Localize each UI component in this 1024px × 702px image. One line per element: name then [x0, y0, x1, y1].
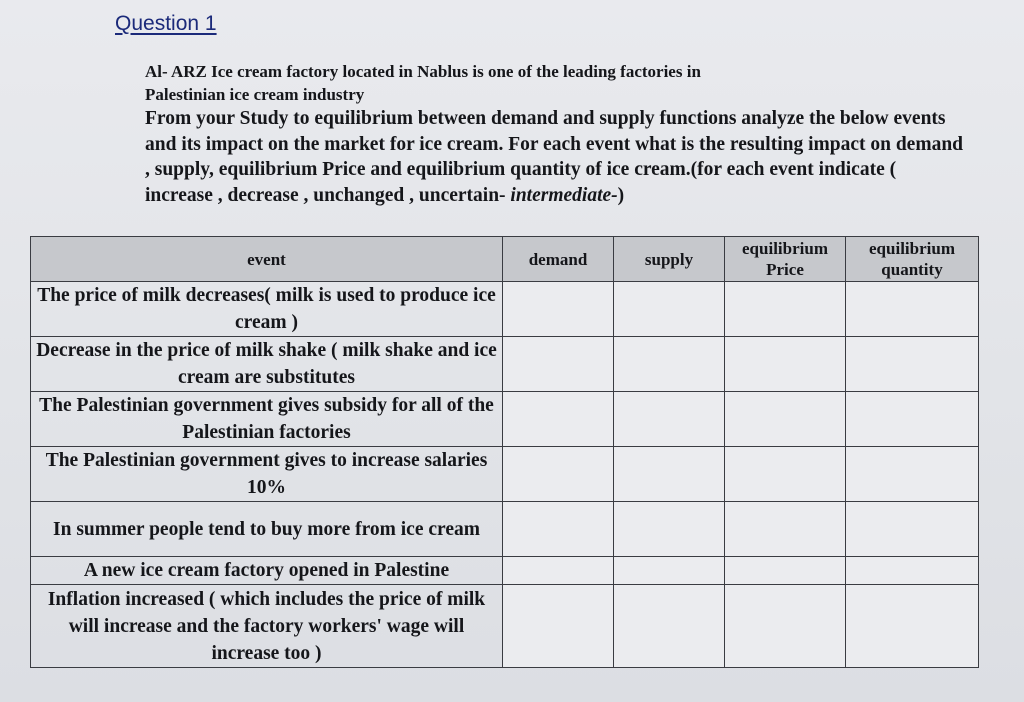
event-cell: The price of milk decreases( milk is used to produce ice cream ): [31, 282, 503, 337]
intro-line-2: Palestinian ice cream industry: [145, 85, 365, 104]
table-row: [31, 447, 979, 502]
event-cell: The Palestinian government gives subsidy for all of the Palestinian factories: [31, 392, 503, 447]
equilibrium-quantity-cell[interactable]: [846, 337, 979, 392]
intro-line-1: Al- ARZ Ice cream factory located in Nablus is one of the leading factories in: [145, 62, 701, 81]
demand-cell[interactable]: [503, 282, 614, 337]
equilibrium-quantity-cell[interactable]: [846, 447, 979, 502]
question-title: Question 1: [115, 12, 217, 35]
equilibrium-price-cell[interactable]: [725, 502, 846, 557]
demand-cell[interactable]: [503, 585, 614, 668]
event-cell: In summer people tend to buy more from ice cream: [31, 502, 503, 557]
header-demand: demand: [503, 237, 614, 282]
event-cell: Inflation increased ( which includes the price of milk will increase and the factory workers' wage will increase too ): [31, 585, 503, 668]
demand-cell[interactable]: [503, 392, 614, 447]
supply-cell[interactable]: [614, 585, 725, 668]
instruction-main: From your Study to equilibrium between demand and supply functions analyze the below events and its impact on the market for ice cream. For each event what is the resulting impact on demand , supply, equilibrium Price and equilibrium quantity of ice cream.(for each event indicate ( increase , decrease , unchanged , uncertain-: [145, 108, 964, 206]
header-equilibrium-quantity: equilibrium quantity: [846, 237, 979, 282]
equilibrium-price-cell[interactable]: [725, 585, 846, 668]
demand-cell[interactable]: [503, 502, 614, 557]
question-intro: [145, 60, 965, 208]
instruction-end: ): [617, 184, 625, 206]
supply-cell[interactable]: [614, 282, 725, 337]
table-row: [31, 337, 979, 392]
header-supply: supply: [614, 237, 725, 282]
equilibrium-price-cell[interactable]: [725, 557, 846, 585]
event-cell: A new ice cream factory opened in Palestine: [31, 557, 503, 585]
equilibrium-price-cell[interactable]: [725, 392, 846, 447]
events-table: [30, 236, 979, 668]
supply-cell[interactable]: [614, 447, 725, 502]
equilibrium-price-cell[interactable]: [725, 337, 846, 392]
demand-cell[interactable]: [503, 337, 614, 392]
equilibrium-quantity-cell[interactable]: [846, 502, 979, 557]
supply-cell[interactable]: [614, 392, 725, 447]
supply-cell[interactable]: [614, 557, 725, 585]
equilibrium-price-cell[interactable]: [725, 447, 846, 502]
instruction-hint: intermediate-: [510, 184, 618, 206]
event-cell: Decrease in the price of milk shake ( milk shake and ice cream are substitutes: [31, 337, 503, 392]
equilibrium-quantity-cell[interactable]: [846, 392, 979, 447]
equilibrium-quantity-cell[interactable]: [846, 282, 979, 337]
supply-cell[interactable]: [614, 502, 725, 557]
instruction-text: [145, 106, 965, 208]
header-event: event: [31, 237, 503, 282]
header-equilibrium-price: equilibrium Price: [725, 237, 846, 282]
demand-cell[interactable]: [503, 557, 614, 585]
equilibrium-price-cell[interactable]: [725, 282, 846, 337]
equilibrium-quantity-cell[interactable]: [846, 557, 979, 585]
table-header-row: [31, 237, 979, 282]
table-row: [31, 392, 979, 447]
table-row: [31, 585, 979, 668]
table-row: [31, 282, 979, 337]
equilibrium-quantity-cell[interactable]: [846, 585, 979, 668]
supply-cell[interactable]: [614, 337, 725, 392]
table-row: [31, 557, 979, 585]
table-row: [31, 502, 979, 557]
event-cell: The Palestinian government gives to increase salaries 10%: [31, 447, 503, 502]
demand-cell[interactable]: [503, 447, 614, 502]
